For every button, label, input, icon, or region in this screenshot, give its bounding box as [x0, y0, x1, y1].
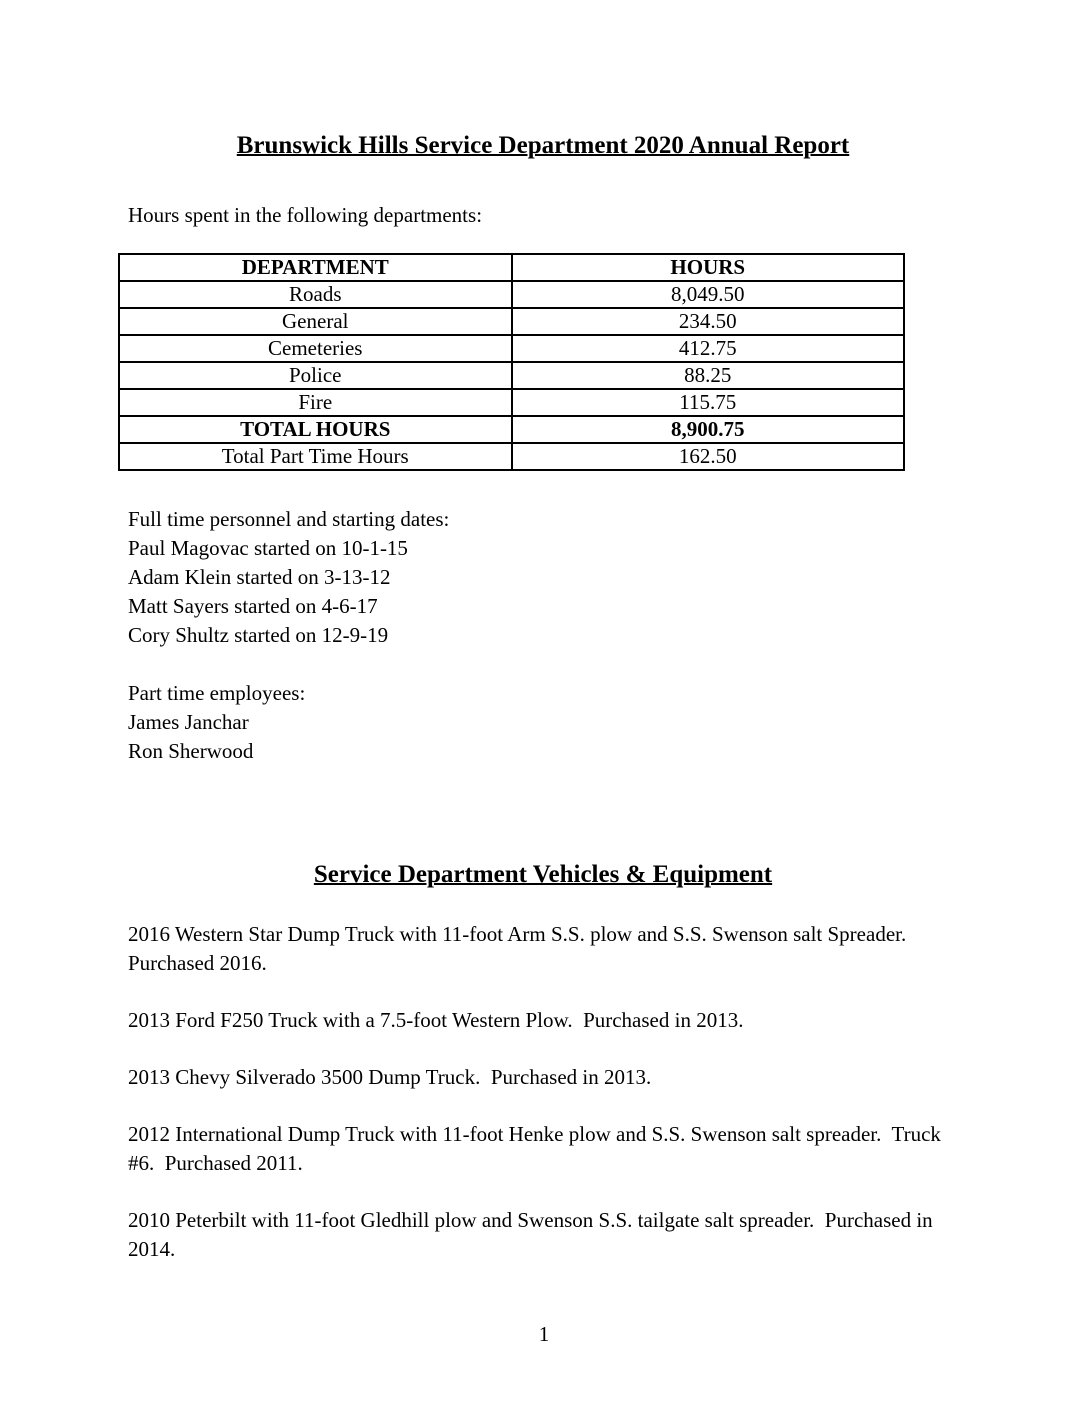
hours-cell: 88.25	[512, 362, 905, 389]
table-row	[119, 335, 904, 362]
hours-cell: 115.75	[512, 389, 905, 416]
vehicles-section-heading: Service Department Vehicles & Equipment	[313, 861, 773, 888]
table-row-total	[119, 416, 904, 443]
table-header-department: DEPARTMENT	[119, 254, 512, 281]
hours-cell: 162.50	[512, 443, 905, 470]
personnel-entry: Adam Klein started on 3-13-12	[128, 565, 391, 589]
table-row	[119, 362, 904, 389]
part-time-heading: Part time employees:	[128, 681, 306, 705]
vehicle-paragraph: 2010 Peterbilt with 11-foot Gledhill plow and Swenson S.S. tailgate salt spreader. Purchased in 2014.	[128, 1208, 938, 1261]
table-row	[119, 281, 904, 308]
vehicle-paragraph: 2013 Chevy Silverado 3500 Dump Truck. Purchased in 2013.	[128, 1065, 652, 1089]
employee-entry: Ron Sherwood	[128, 739, 254, 763]
department-cell: General	[119, 308, 512, 335]
table-row	[119, 308, 904, 335]
department-cell: Police	[119, 362, 512, 389]
vehicle-paragraph: 2013 Ford F250 Truck with a 7.5-foot Western Plow. Purchased in 2013.	[128, 1008, 744, 1032]
table-header-row	[119, 254, 904, 281]
hours-cell: 8,049.50	[512, 281, 905, 308]
personnel-entry: Matt Sayers started on 4-6-17	[128, 594, 378, 618]
hours-table	[118, 253, 905, 471]
employee-entry: James Janchar	[128, 710, 249, 734]
hours-cell: 8,900.75	[512, 416, 905, 443]
department-cell: Fire	[119, 389, 512, 416]
table-row	[119, 443, 904, 470]
part-time-employees-section	[128, 679, 958, 766]
hours-cell: 234.50	[512, 308, 905, 335]
vehicle-paragraph: 2016 Western Star Dump Truck with 11-foot Arm S.S. plow and S.S. Swenson salt Spreader. Purchased 2016.	[128, 922, 917, 975]
page-content	[128, 0, 958, 1264]
intro-text: Hours spent in the following departments:	[128, 203, 483, 227]
hours-cell: 412.75	[512, 335, 905, 362]
department-cell: Roads	[119, 281, 512, 308]
table-header-hours: HOURS	[512, 254, 905, 281]
table-row	[119, 389, 904, 416]
document-title: Brunswick Hills Service Department 2020 Annual Report	[236, 132, 850, 159]
full-time-heading: Full time personnel and starting dates:	[128, 507, 450, 531]
department-cell: Total Part Time Hours	[119, 443, 512, 470]
page-number: 1	[538, 1322, 550, 1346]
full-time-personnel-section	[128, 505, 958, 650]
vehicle-paragraph: 2012 International Dump Truck with 11-foot Henke plow and S.S. Swenson salt spreader. Truck #6. Purchased 2011.	[128, 1122, 947, 1175]
department-cell: Cemeteries	[119, 335, 512, 362]
department-cell: TOTAL HOURS	[119, 416, 512, 443]
personnel-entry: Paul Magovac started on 10-1-15	[128, 536, 408, 560]
personnel-entry: Cory Shultz started on 12-9-19	[128, 623, 389, 647]
